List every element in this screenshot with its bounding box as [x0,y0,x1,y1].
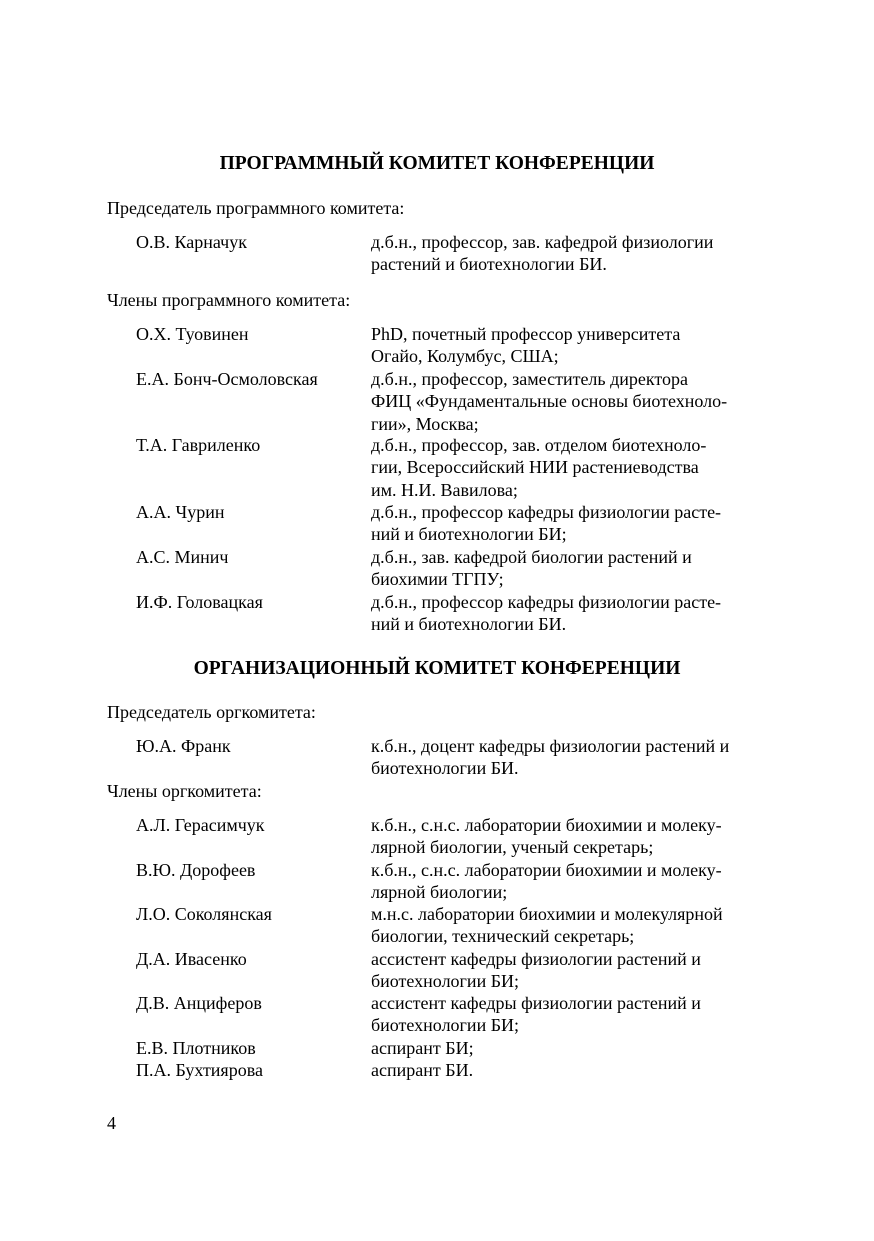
member-description: м.н.с. лаборатории биохимии и молекулярной биологии, технический секретарь; [371,904,723,947]
member-description: PhD, почетный профессор университета Огайо, Колумбус, США; [371,324,681,367]
member-description: д.б.н., зав. кафедрой биологии растений и биохимии ТГПУ; [371,547,692,590]
member-name: Е.В. Плотников [136,1038,256,1058]
member-description: к.б.н., с.н.с. лаборатории биохимии и молеку- лярной биологии; [371,860,722,903]
member-name: А.Л. Герасимчук [136,815,265,835]
member-description: аспирант БИ; [371,1038,474,1058]
member-name: И.Ф. Головацкая [136,592,263,612]
org-chair-label: Председатель оргкомитета: [107,702,316,722]
member-description: д.б.н., профессор, заместитель директора ФИЦ «Фундаментальные основы биотехноло- гии», Москва; [371,369,728,434]
page-number: 4 [107,1113,116,1133]
member-name: П.А. Бухтиярова [136,1060,263,1080]
org-committee-heading: ОРГАНИЗАЦИОННЫЙ КОМИТЕТ КОНФЕРЕНЦИИ [193,658,681,679]
member-description: ассистент кафедры физиологии растений и биотехнологии БИ; [371,993,701,1036]
member-name: Д.В. Анциферов [136,993,262,1013]
member-name: Д.А. Ивасенко [136,949,247,969]
member-name: Т.А. Гавриленко [136,435,261,455]
member-name: Е.А. Бонч-Осмоловская [136,369,318,389]
member-name: О.В. Карначук [136,232,247,252]
member-description: к.б.н., доцент кафедры физиологии растений и биотехнологии БИ. [371,736,730,779]
program-members-label: Члены программного комитета: [107,290,351,310]
member-description: д.б.н., профессор, зав. отделом биотехноло- гии, Всероссийский НИИ растениеводства им. Н.И. Вавилова; [371,435,707,500]
member-name: О.Х. Туовинен [136,324,249,344]
member-description: аспирант БИ. [371,1060,474,1080]
member-description: ассистент кафедры физиологии растений и биотехнологии БИ; [371,949,701,992]
member-description: к.б.н., с.н.с. лаборатории биохимии и молеку- лярной биологии, ученый секретарь; [371,815,722,858]
member-name: Л.О. Соколянская [136,904,272,924]
program-chair-label: Председатель программного комитета: [107,198,405,218]
member-description: д.б.н., профессор, зав. кафедрой физиологии растений и биотехнологии БИ. [371,232,714,275]
member-name: А.А. Чурин [136,502,225,522]
member-name: В.Ю. Дорофеев [136,860,256,880]
member-description: д.б.н., профессор кафедры физиологии расте- ний и биотехнологии БИ; [371,502,722,545]
org-members-label: Члены оргкомитета: [107,781,262,801]
member-name: А.С. Минич [136,547,229,567]
member-description: д.б.н., профессор кафедры физиологии расте- ний и биотехнологии БИ. [371,592,722,635]
program-committee-heading: ПРОГРАММНЫЙ КОМИТЕТ КОНФЕРЕНЦИИ [219,153,655,174]
member-name: Ю.А. Франк [136,736,231,756]
